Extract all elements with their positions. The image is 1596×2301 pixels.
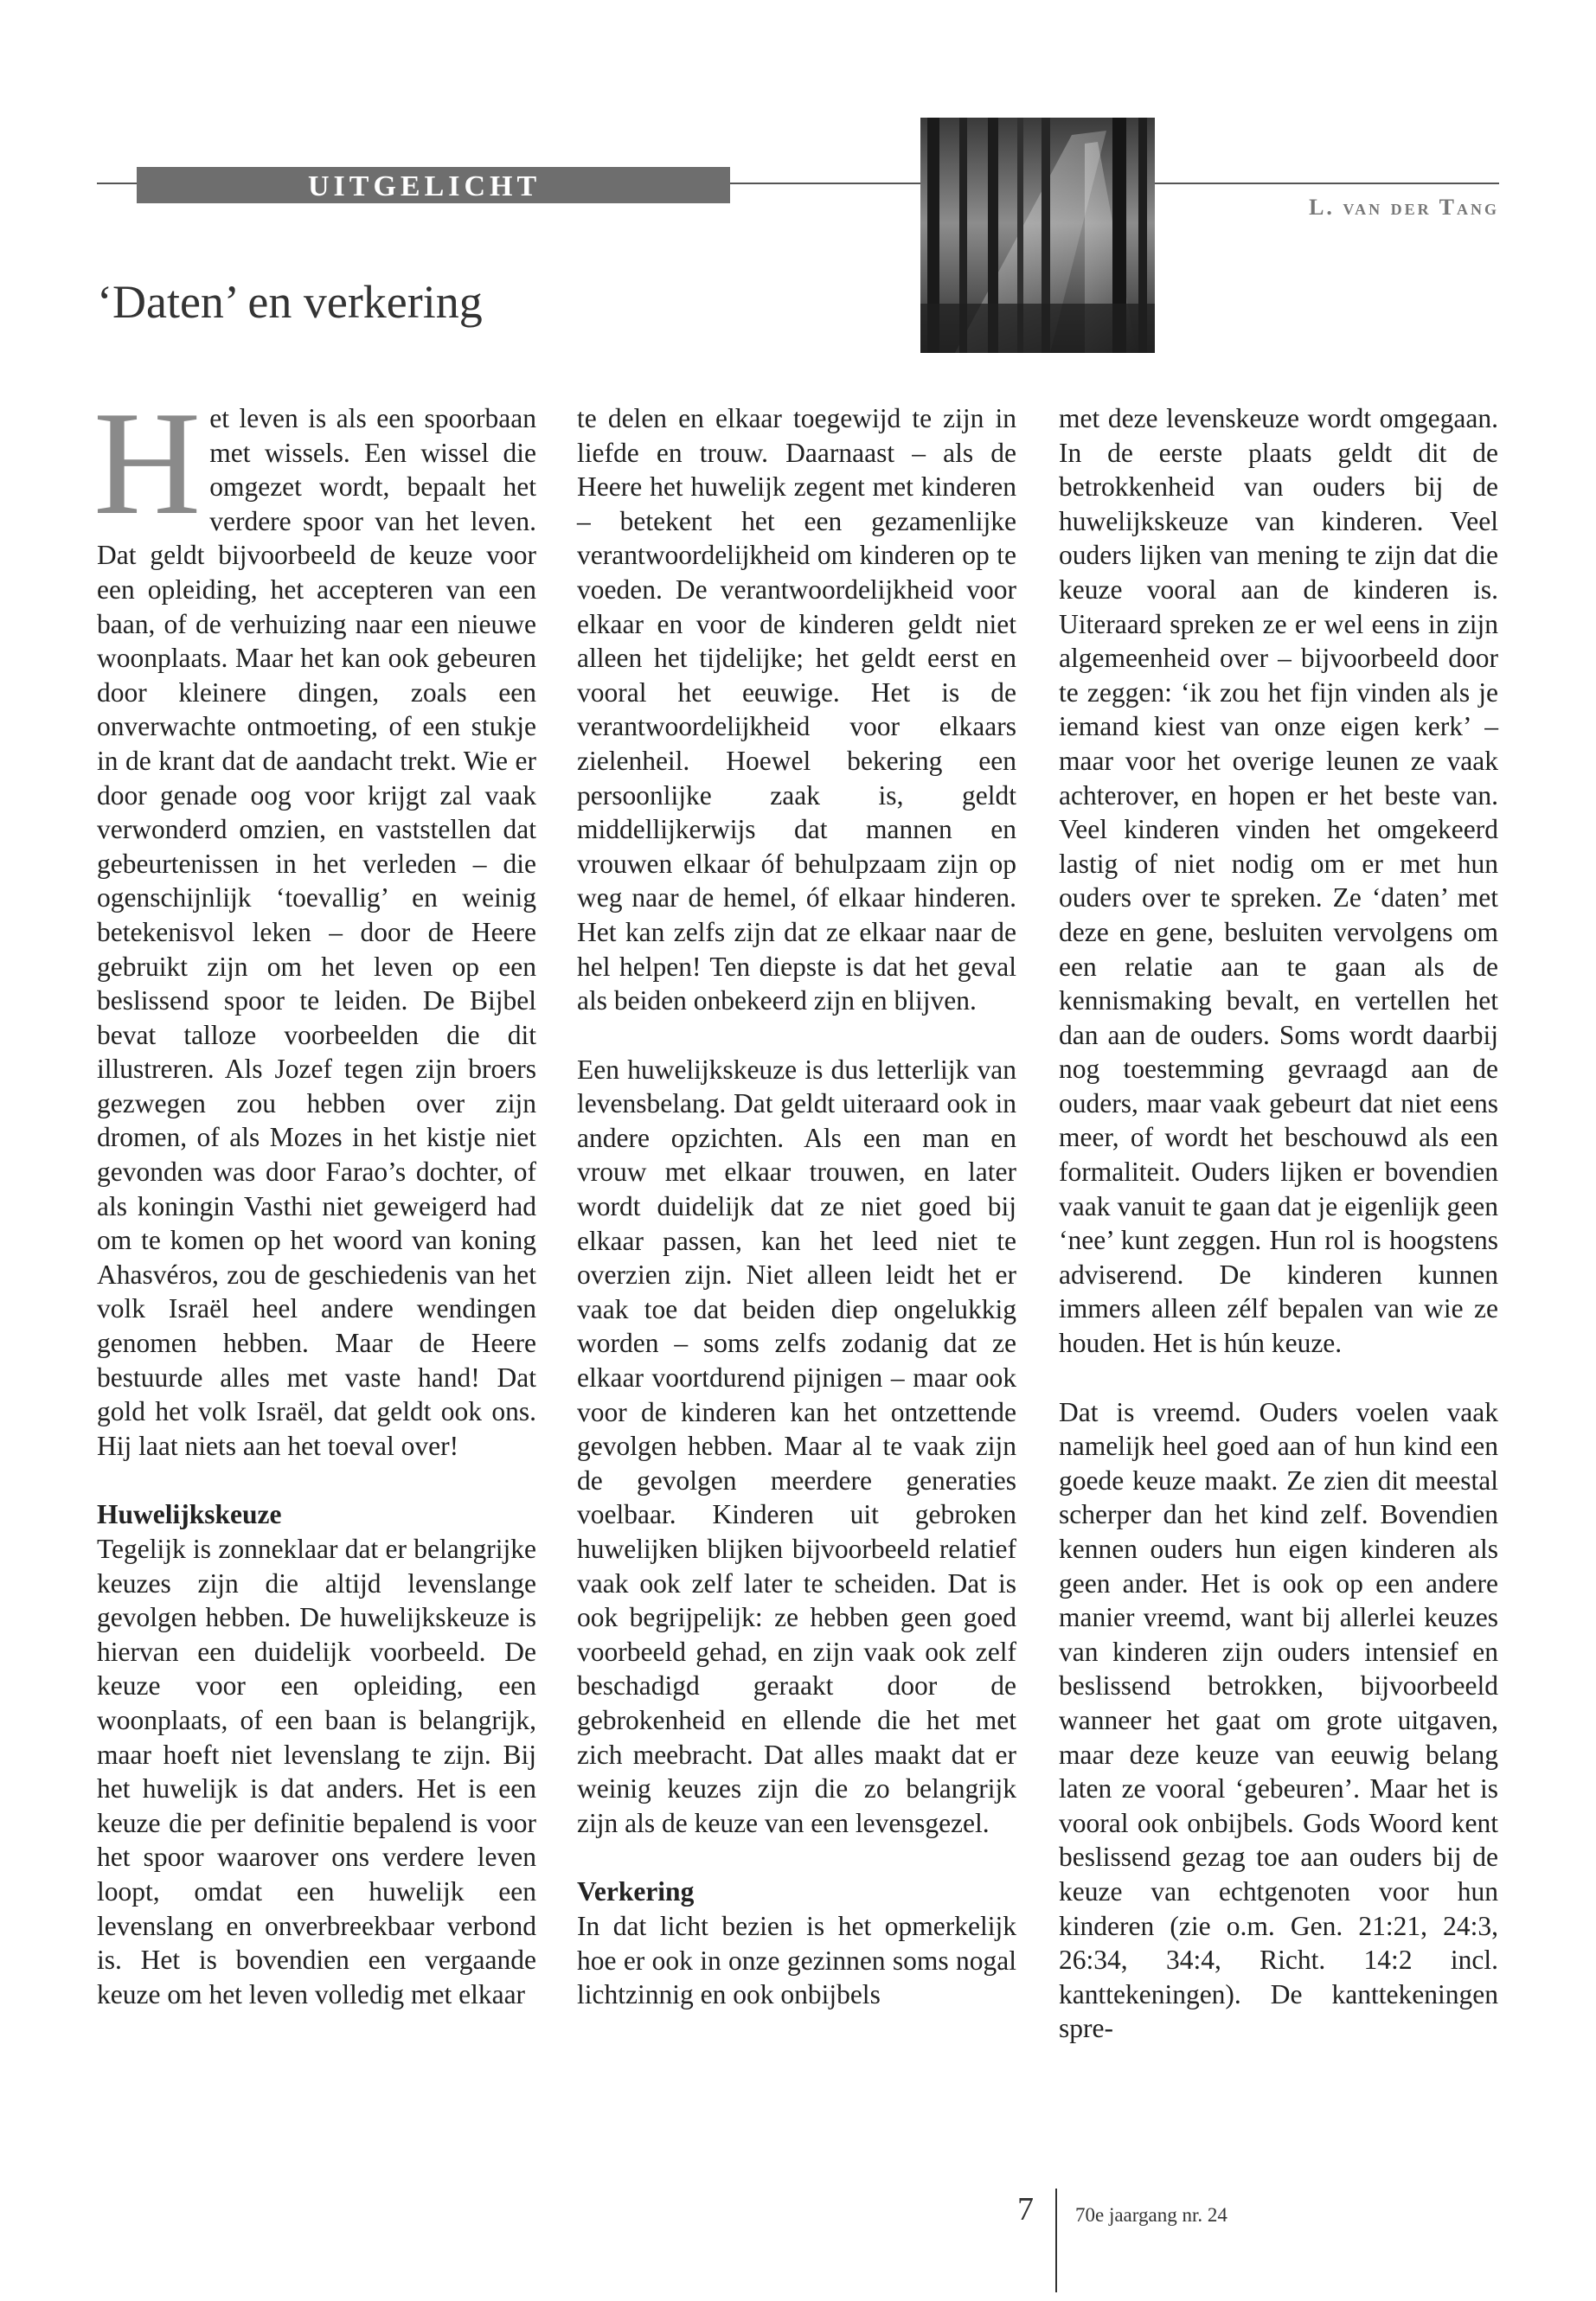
page-number: 7 bbox=[1017, 2191, 1034, 2227]
article-column-2 bbox=[577, 401, 1016, 2012]
article-column-1 bbox=[93, 381, 536, 2011]
header-rule-left bbox=[97, 183, 137, 184]
footer-divider bbox=[1055, 2189, 1057, 2292]
forest-photo bbox=[920, 118, 1155, 353]
paragraph: Tegelijk is zonneklaar dat er belangrijke keuzes zijn die altijd levenslange gevolgen hebben. De huwelijkskeuze is hiervan een duidelijk voorbeeld. De keuze voor een opleiding, een woonplaats, of een baan is belangrijk, maar hoeft niet levenslang te zijn. Bij het huwelijk is dat anders. Het is een keuze die per definitie bepalend is voor het spoor waarover ons verdere leven loopt, omdat een huwelijk een levenslang en onverbreekbaar verbond is. Het is bovendien een vergaande keuze om het leven volledig met elkaar bbox=[97, 1534, 536, 2009]
section-banner bbox=[137, 167, 730, 203]
author-name: L. van der Tang bbox=[1309, 195, 1499, 220]
article-column-3 bbox=[1059, 401, 1498, 2046]
section-label: UITGELICHT bbox=[308, 170, 542, 202]
paragraph: Dat is vreemd. Ouders voelen vaak namelijk heel goed aan of hun kind een goede keuze maakt. Ze zien dit meestal scherper dan het kind zelf. Bovendien kennen ouders hun eigen kinderen als geen ander. Het is ook op een andere manier vreemd, want bij allerlei keuzes van kinderen zijn ouders intensief en beslissend betrokken, bijvoorbeeld wanneer het gaat om grote uitgaven, maar deze keuze van eeuwig belang laten ze vooral ‘gebeuren’. Maar het is vooral ook onbijbels. Gods Woord kent beslissend gezag toe aan ouders bij de keuze van echtgenoten voor hun kinderen (zie o.m. Gen. 21:21, 24:3, 26:34, 34:4, Richt. 14:2 incl. kanttekeningen). De kanttekeningen spre- bbox=[1059, 1396, 1498, 2044]
paragraph: met deze levenskeuze wordt omgegaan. In de eerste plaats geldt dit de betrokkenheid van ouders bij de huwelijkskeuze van kinderen. Veel ouders lijken van mening te zijn dat die keuze vooral aan de kinderen is. Uiteraard spreken ze er wel eens in zijn algemeenheid over – bijvoorbeeld door te zeggen: ‘ik zou het fijn vinden als je iemand kiest van onze eigen kerk’ – maar voor het overige leunen ze vaak achterover, en hopen er het beste van. Veel kinderen vinden het omgekeerd lastig of niet nodig om er met hun ouders over te spreken. Ze ‘daten’ met deze en gene, besluiten vervolgens om een relatie aan te gaan als de kennismaking bevalt, en vertellen het dan aan de ouders. Soms wordt daarbij nog toestemming gevraagd aan de ouders, maar vaak gebeurt dat niet eens meer, of wordt het beschouwd als een formaliteit. Ouders lijken er bovendien vaak vanuit te gaan dat je eigenlijk geen ‘nee’ kunt zeggen. Hun rol is hoogstens adviserend. De kinderen kunnen immers alleen zélf bepalen van wie ze houden. Het is hún keuze. bbox=[1059, 403, 1498, 1359]
header-rule-middle bbox=[730, 183, 920, 184]
paragraph: Een huwelijkskeuze is dus letterlijk van levensbelang. Dat geldt uiteraard ook in andere opzichten. Als een man en vrouw met elkaar trouwen, en later wordt duidelijk dat ze niet goed bij elkaar passen, kan het leed niet te overzien zijn. Niet alleen leidt het er vaak toe dat beiden diep ongelukkig worden – soms zelfs zodanig dat ze elkaar voortdurend pijnigen – maar ook voor de kinderen kan het ontzettende gevolgen hebben. Maar al te vaak zijn de gevolgen meerdere generaties voelbaar. Kinderen uit gebroken huwelijken blijken bijvoorbeeld relatief vaak ook zelf later te scheiden. Dat is ook begrijpelijk: ze hebben geen goed voorbeeld gehad, en zijn vaak ook zelf beschadigd geraakt door de gebrokenheid en ellende die het met zich meebracht. Dat alles maakt dat er weinig keuzes zijn die zo belangrijk zijn als de keuze van een levensgezel. bbox=[577, 1054, 1016, 1838]
drop-cap: H bbox=[93, 381, 202, 546]
paragraph: te delen en elkaar toegewijd te zijn in liefde en trouw. Daarnaast – als de Heere het huwelijk zegent met kinderen – betekent het een gezamenlijke verantwoordelijkheid om kinderen op te voeden. De verantwoordelijkheid voor elkaar en voor de kinderen geldt niet alleen het tijdelijke; het geldt eerst en vooral het eeuwige. Het is de verantwoordelijkheid voor elkaars zielenheil. Hoewel bekering een persoonlijke zaak is, geldt middellijkerwijs dat mannen en vrouwen elkaar óf behulpzaam zijn op weg naar de hemel, óf elkaar hinderen. Het kan zelfs zijn dat ze elkaar naar de hel helpen! Ten diepste is dat het geval als beiden onbekeerd zijn en blijven. bbox=[577, 403, 1016, 1016]
issue-label: 70e jaargang nr. 24 bbox=[1075, 2204, 1227, 2226]
header-rule-right bbox=[1155, 183, 1499, 184]
section-heading-huwelijkskeuze: Huwelijkskeuze bbox=[97, 1499, 282, 1530]
article-title: ‘Daten’ en verkering bbox=[97, 276, 483, 328]
paragraph: In dat licht bezien is het opmerkelijk hoe er ook in onze gezinnen soms nogal lichtzinnig en ook onbijbels bbox=[577, 1910, 1016, 2010]
paragraph: Het leven is als een spoorbaan met wissels. Een wissel die omgezet wordt, bepaalt het verdere spoor van het leven. Dat geldt bijvoorbeeld de keuze voor een opleiding, het accepteren van een baan, of de verhuizing naar een nieuwe woonplaats. Maar het kan ook gebeuren door kleinere dingen, zoals een onverwachte ontmoeting, of een stukje in de krant dat de aandacht trekt. Wie er door genade oog voor krijgt zal vaak verwonderd omzien, en vaststellen dat gebeurtenissen in het verleden – die ogenschijnlijk ‘toevallig’ en weinig betekenisvol leken – door de Heere gebruikt zijn om het leven op een beslissend spoor te leiden. De Bijbel bevat talloze voorbeelden die dit illustreren. Als Jozef tegen zijn broers gezwegen zou hebben over zijn dromen, of als Mozes in het kistje niet gevonden was door Farao’s dochter, of als koningin Vasthi niet geweigerd had om te komen op het woord van koning Ahasvéros, zou de geschiedenis van het volk Israël heel andere wendingen genomen hebben. Maar de Heere bestuurde alles met vaste hand! Dat gold het volk Israël, dat geldt ook ons. Hij laat niets aan het toeval over! bbox=[93, 381, 536, 1461]
section-heading-verkering: Verkering bbox=[577, 1876, 695, 1907]
